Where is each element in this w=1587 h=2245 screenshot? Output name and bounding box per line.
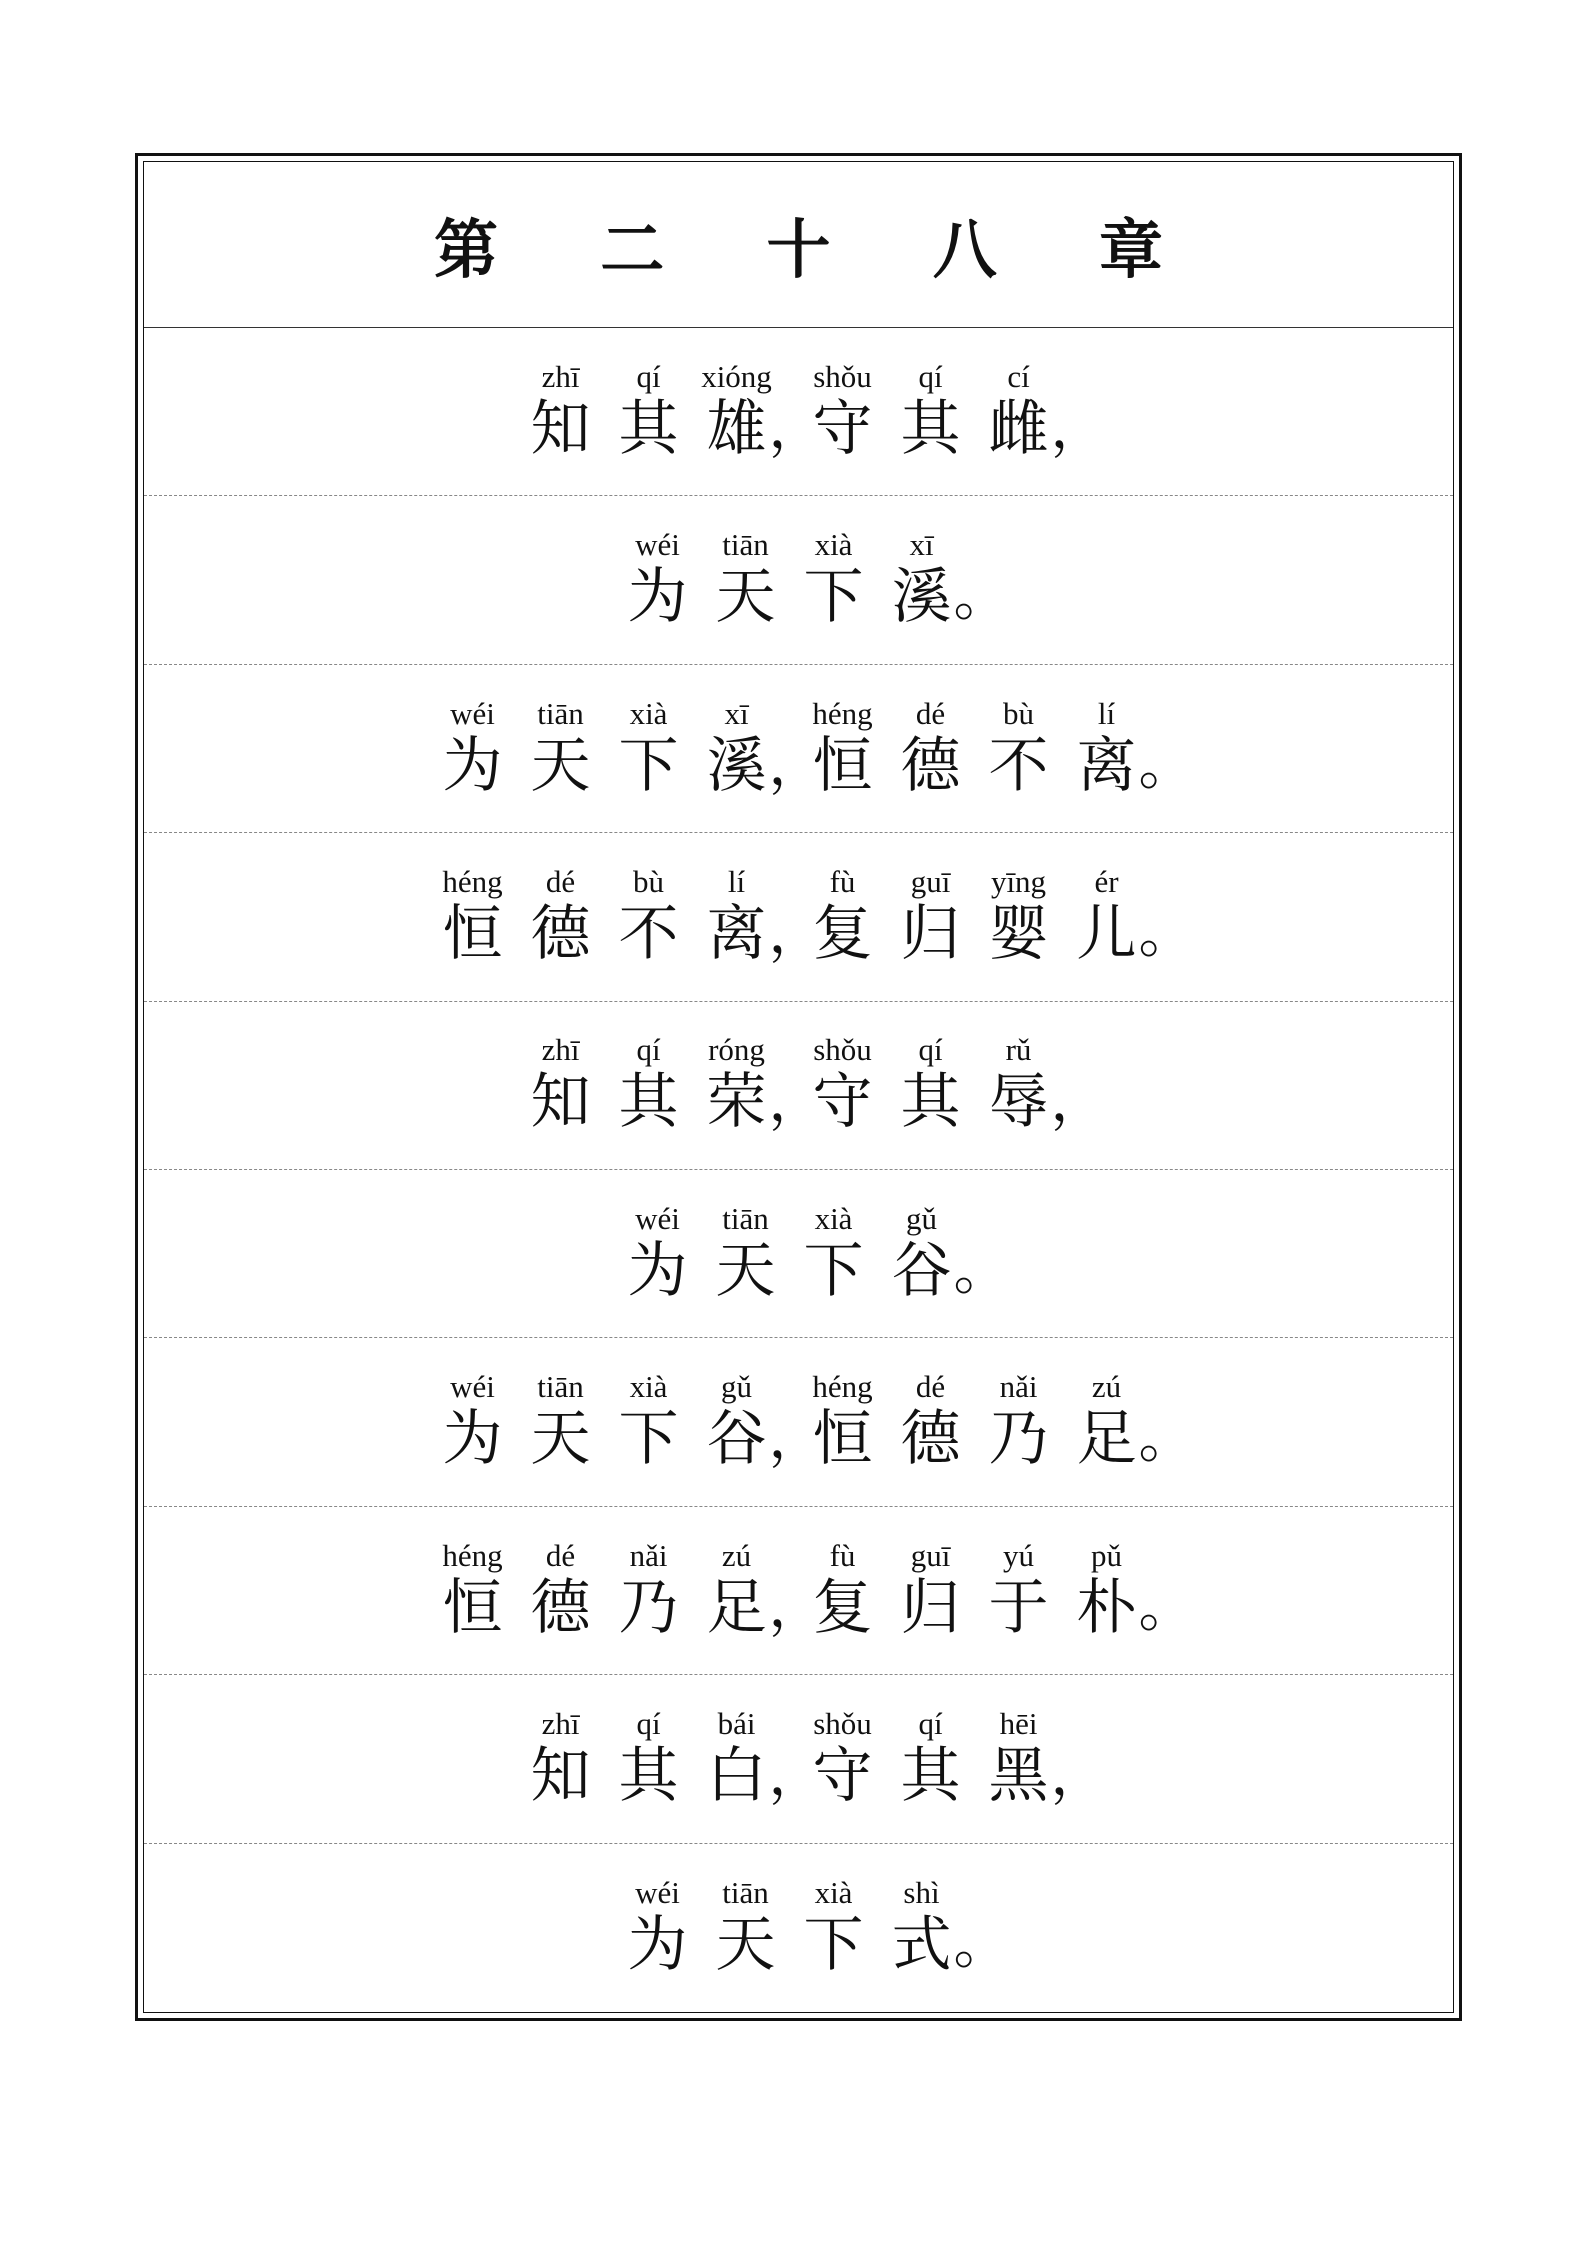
hanzi: 恒: [442, 898, 503, 969]
hanzi: 为: [627, 1235, 688, 1306]
hanzi: 不: [618, 898, 679, 969]
character-unit: [975, 1370, 1063, 1474]
hanzi: 谷: [706, 1404, 767, 1475]
pinyin: fù: [829, 863, 856, 899]
pinyin: qí: [636, 1705, 661, 1741]
pinyin: héng: [442, 1537, 503, 1573]
pinyin: bái: [717, 1705, 756, 1741]
pinyin: guī: [910, 863, 951, 899]
pinyin: qí: [636, 1032, 661, 1068]
hanzi: 谷: [891, 1235, 952, 1306]
hanzi: 守: [812, 1067, 873, 1138]
hanzi: 复: [812, 1572, 873, 1643]
verse-line: [144, 1675, 1453, 1843]
pinyin: shǒu: [813, 358, 872, 394]
title-row: [144, 162, 1453, 328]
pinyin: xià: [629, 695, 668, 731]
hanzi: 婴: [988, 898, 1049, 969]
sentence: [429, 1537, 1195, 1643]
hanzi: 其: [618, 1740, 679, 1811]
hanzi: 天: [715, 562, 776, 633]
hanzi: 足: [706, 1572, 767, 1643]
verse-line: [144, 833, 1453, 1001]
pinyin: yīng: [990, 863, 1047, 899]
pinyin: shì: [903, 1874, 940, 1910]
hanzi: 雄: [706, 393, 767, 464]
hanzi: 乃: [618, 1572, 679, 1643]
pinyin: fù: [829, 1537, 856, 1573]
pinyin: héng: [812, 1369, 873, 1405]
hanzi: 辱: [988, 1067, 1049, 1138]
hanzi: 乃: [988, 1404, 1049, 1475]
character-unit: [517, 1707, 605, 1811]
hanzi: 下: [803, 1909, 864, 1980]
pinyin: pǔ: [1091, 1537, 1122, 1573]
hanzi: 离: [1076, 730, 1137, 801]
hanzi: 下: [618, 730, 679, 801]
hanzi: 其: [900, 1067, 961, 1138]
pinyin: xià: [814, 527, 853, 563]
character-unit: [693, 865, 781, 969]
hanzi: 天: [530, 730, 591, 801]
character-unit: [887, 697, 975, 801]
character-unit: [693, 697, 781, 801]
hanzi: 下: [803, 1235, 864, 1306]
pinyin: gǔ: [721, 1369, 752, 1405]
text-table: [143, 161, 1454, 2013]
character-unit: [1063, 1370, 1151, 1474]
pinyin: bù: [1003, 695, 1034, 731]
punctuation: ，: [1050, 1742, 1107, 1808]
pinyin: wéi: [635, 1874, 680, 1910]
character-unit: [887, 865, 975, 969]
pinyin: dé: [915, 695, 946, 731]
pinyin: shǒu: [813, 1032, 872, 1068]
character-unit: [614, 528, 702, 632]
sentence: [429, 863, 1195, 969]
verse-lines: [144, 328, 1453, 2012]
sentence: [517, 1032, 1107, 1138]
pinyin: rǔ: [1005, 1032, 1032, 1068]
character-unit: [1063, 1539, 1151, 1643]
pinyin: lí: [727, 863, 746, 899]
punctuation: 。: [1138, 732, 1195, 798]
character-unit: [799, 1033, 887, 1137]
punctuation: ，: [1050, 1069, 1107, 1135]
character-unit: [799, 360, 887, 464]
character-unit: [1063, 697, 1151, 801]
pinyin: xī: [909, 527, 934, 563]
sentence: [614, 1874, 1010, 1980]
hanzi: 恒: [442, 1572, 503, 1643]
pinyin: yú: [1003, 1537, 1034, 1573]
punctuation: ，: [1050, 395, 1107, 461]
hanzi: 德: [530, 898, 591, 969]
pinyin: zhī: [541, 1705, 580, 1741]
punctuation: ，: [768, 1406, 825, 1472]
hanzi: 儿: [1076, 898, 1137, 969]
hanzi: 其: [618, 1067, 679, 1138]
character-unit: [702, 1202, 790, 1306]
pinyin: qí: [918, 358, 943, 394]
character-unit: [605, 1707, 693, 1811]
pinyin: gǔ: [906, 1200, 937, 1236]
hanzi: 离: [706, 898, 767, 969]
page-frame: [135, 153, 1462, 2021]
pinyin: zú: [1091, 1369, 1122, 1405]
character-unit: [790, 1202, 878, 1306]
pinyin: nǎi: [999, 1369, 1038, 1405]
hanzi: 恒: [812, 730, 873, 801]
character-unit: [1063, 865, 1151, 969]
character-unit: [693, 1707, 781, 1811]
pinyin: tiān: [537, 1369, 584, 1405]
punctuation: ，: [768, 900, 825, 966]
character-unit: [975, 1539, 1063, 1643]
hanzi: 其: [900, 393, 961, 464]
character-unit: [517, 360, 605, 464]
sentence: [429, 695, 1195, 801]
hanzi: 复: [812, 898, 873, 969]
character-unit: [702, 528, 790, 632]
character-unit: [887, 360, 975, 464]
character-unit: [790, 1876, 878, 1980]
pinyin: héng: [812, 695, 873, 731]
character-unit: [887, 1370, 975, 1474]
hanzi: 归: [900, 1572, 961, 1643]
verse-line: [144, 1844, 1453, 2012]
character-unit: [799, 697, 887, 801]
pinyin: wéi: [450, 1369, 495, 1405]
character-unit: [975, 697, 1063, 801]
character-unit: [975, 1707, 1063, 1811]
character-unit: [975, 1033, 1063, 1137]
pinyin: wéi: [635, 527, 680, 563]
pinyin: xī: [724, 695, 749, 731]
pinyin: dé: [545, 863, 576, 899]
character-unit: [614, 1202, 702, 1306]
hanzi: 恒: [812, 1404, 873, 1475]
pinyin: xià: [814, 1874, 853, 1910]
pinyin: zhī: [541, 1032, 580, 1068]
hanzi: 德: [900, 1404, 961, 1475]
character-unit: [799, 1707, 887, 1811]
hanzi: 下: [618, 1404, 679, 1475]
character-unit: [693, 1033, 781, 1137]
pinyin: wéi: [635, 1200, 680, 1236]
character-unit: [605, 360, 693, 464]
punctuation: ，: [768, 1742, 825, 1808]
pinyin: tiān: [537, 695, 584, 731]
character-unit: [605, 697, 693, 801]
verse-line: [144, 496, 1453, 664]
hanzi: 为: [627, 1909, 688, 1980]
pinyin: dé: [915, 1369, 946, 1405]
verse-line: [144, 328, 1453, 496]
hanzi: 雌: [988, 393, 1049, 464]
hanzi: 为: [627, 562, 688, 633]
hanzi: 德: [530, 1572, 591, 1643]
pinyin: zú: [721, 1537, 752, 1573]
pinyin: dé: [545, 1537, 576, 1573]
hanzi: 守: [812, 1740, 873, 1811]
pinyin: guī: [910, 1537, 951, 1573]
character-unit: [887, 1707, 975, 1811]
character-unit: [429, 865, 517, 969]
character-unit: [878, 1876, 966, 1980]
character-unit: [517, 865, 605, 969]
hanzi: 为: [442, 730, 503, 801]
pinyin: zhī: [541, 358, 580, 394]
hanzi: 知: [530, 1067, 591, 1138]
hanzi: 天: [530, 1404, 591, 1475]
verse-line: [144, 1507, 1453, 1675]
character-unit: [693, 1370, 781, 1474]
punctuation: 。: [1138, 900, 1195, 966]
pinyin: lí: [1097, 695, 1116, 731]
hanzi: 守: [812, 393, 873, 464]
verse-line: [144, 1338, 1453, 1506]
hanzi: 朴: [1076, 1572, 1137, 1643]
hanzi: 式: [891, 1909, 952, 1980]
character-unit: [887, 1539, 975, 1643]
pinyin: héng: [442, 863, 503, 899]
chapter-title: 第 二 十 八 章: [433, 212, 1204, 288]
sentence: [517, 358, 1107, 464]
punctuation: 。: [1138, 1406, 1195, 1472]
character-unit: [517, 1539, 605, 1643]
punctuation: ，: [768, 395, 825, 461]
character-unit: [429, 697, 517, 801]
punctuation: 。: [953, 1911, 1010, 1977]
pinyin: qí: [918, 1032, 943, 1068]
character-unit: [799, 865, 887, 969]
character-unit: [693, 1539, 781, 1643]
verse-line: [144, 665, 1453, 833]
character-unit: [878, 528, 966, 632]
punctuation: ，: [768, 732, 825, 798]
sentence: [614, 527, 1010, 633]
hanzi: 黑: [988, 1740, 1049, 1811]
sentence: [429, 1369, 1195, 1475]
hanzi: 溪: [891, 562, 952, 633]
character-unit: [605, 865, 693, 969]
pinyin: cí: [1007, 358, 1030, 394]
hanzi: 知: [530, 393, 591, 464]
punctuation: ，: [768, 1574, 825, 1640]
pinyin: qí: [636, 358, 661, 394]
hanzi: 下: [803, 562, 864, 633]
hanzi: 天: [715, 1235, 776, 1306]
character-unit: [605, 1033, 693, 1137]
character-unit: [605, 1370, 693, 1474]
character-unit: [799, 1539, 887, 1643]
hanzi: 其: [900, 1740, 961, 1811]
character-unit: [887, 1033, 975, 1137]
character-unit: [790, 528, 878, 632]
character-unit: [878, 1202, 966, 1306]
pinyin: xióng: [701, 358, 772, 394]
punctuation: ，: [768, 1069, 825, 1135]
hanzi: 不: [988, 730, 1049, 801]
hanzi: 于: [988, 1572, 1049, 1643]
hanzi: 白: [706, 1740, 767, 1811]
character-unit: [429, 1370, 517, 1474]
character-unit: [975, 865, 1063, 969]
pinyin: tiān: [722, 1200, 769, 1236]
sentence: [614, 1200, 1010, 1306]
hanzi: 其: [618, 393, 679, 464]
hanzi: 德: [900, 730, 961, 801]
pinyin: tiān: [722, 1874, 769, 1910]
pinyin: xià: [814, 1200, 853, 1236]
punctuation: 。: [1138, 1574, 1195, 1640]
pinyin: tiān: [722, 527, 769, 563]
character-unit: [517, 1033, 605, 1137]
character-unit: [799, 1370, 887, 1474]
character-unit: [517, 1370, 605, 1474]
verse-line: [144, 1002, 1453, 1170]
pinyin: qí: [918, 1705, 943, 1741]
pinyin: hēi: [999, 1705, 1038, 1741]
punctuation: 。: [953, 564, 1010, 630]
hanzi: 足: [1076, 1404, 1137, 1475]
hanzi: 归: [900, 898, 961, 969]
punctuation: 。: [953, 1237, 1010, 1303]
character-unit: [693, 360, 781, 464]
pinyin: bù: [633, 863, 664, 899]
character-unit: [517, 697, 605, 801]
pinyin: xià: [629, 1369, 668, 1405]
character-unit: [702, 1876, 790, 1980]
character-unit: [975, 360, 1063, 464]
hanzi: 荣: [706, 1067, 767, 1138]
verse-line: [144, 1170, 1453, 1338]
character-unit: [429, 1539, 517, 1643]
pinyin: róng: [708, 1032, 765, 1068]
hanzi: 为: [442, 1404, 503, 1475]
pinyin: nǎi: [629, 1537, 668, 1573]
sentence: [517, 1705, 1107, 1811]
character-unit: [614, 1876, 702, 1980]
hanzi: 天: [715, 1909, 776, 1980]
pinyin: wéi: [450, 695, 495, 731]
hanzi: 知: [530, 1740, 591, 1811]
pinyin: shǒu: [813, 1705, 872, 1741]
hanzi: 溪: [706, 730, 767, 801]
pinyin: ér: [1094, 863, 1119, 899]
character-unit: [605, 1539, 693, 1643]
